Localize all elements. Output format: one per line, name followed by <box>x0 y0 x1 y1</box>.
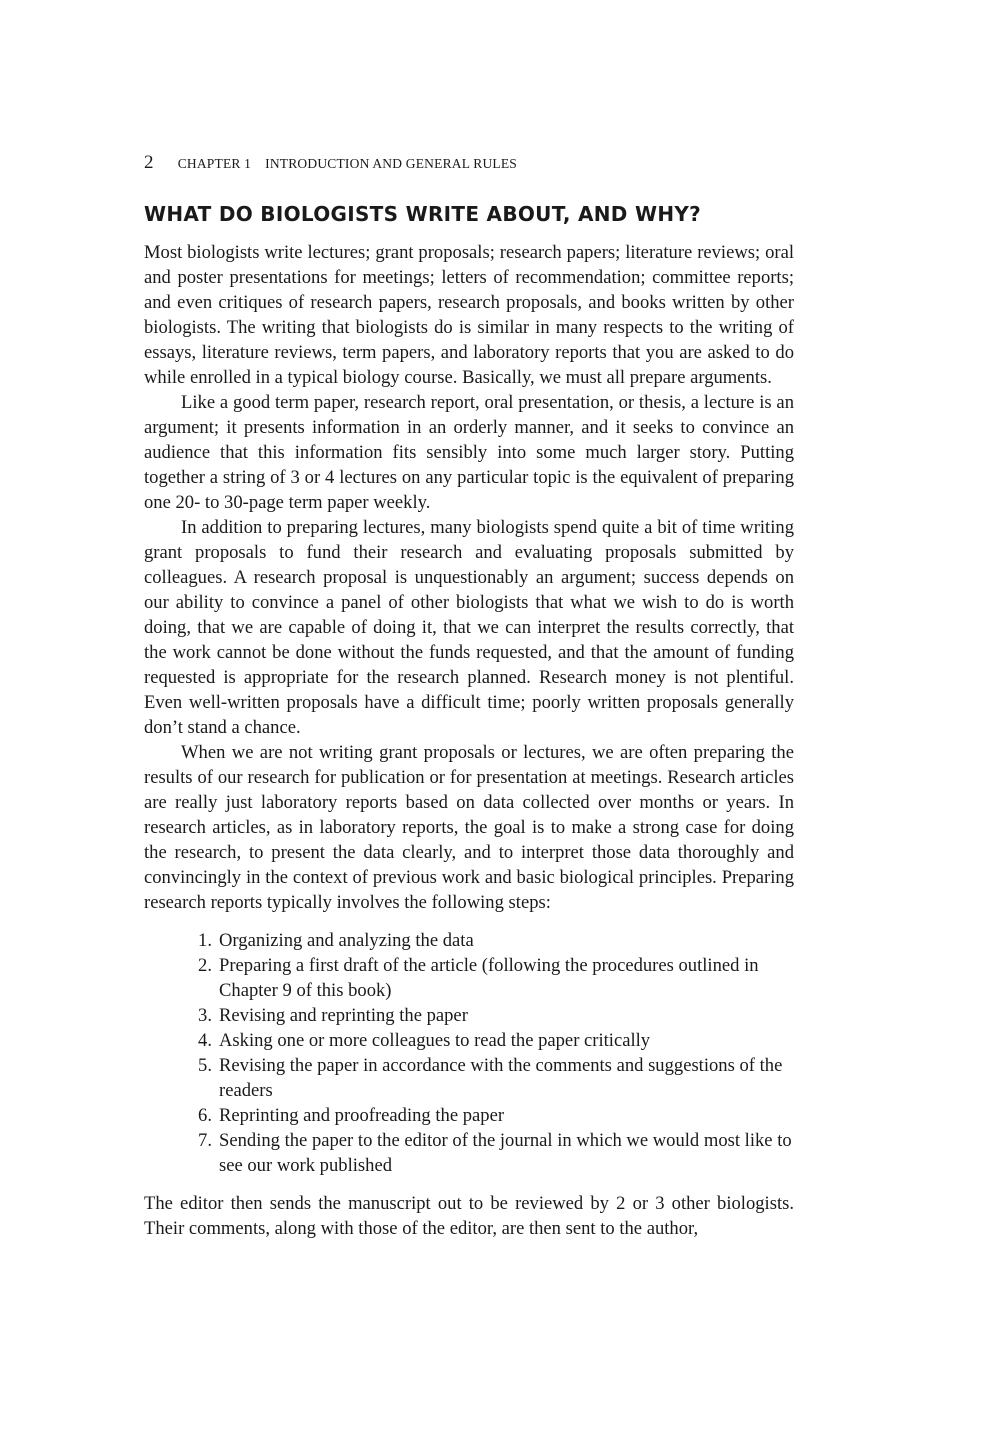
list-item <box>144 928 794 953</box>
chapter-label: CHAPTER 1 <box>177 156 252 171</box>
paragraph: When we are not writing grant proposals or lectures, we are often preparing the results of our research for publication or for presentation at meetings. Research articles are really just laboratory reports based on data collected over months or years. In research articles, as in laboratory reports, the goal is to make a strong case for doing the research, to present the data clearly, and to interpret those data thoroughly and convincingly in the context of previous work and basic biological principles. Preparing research reports typically involves the following steps: <box>144 742 794 913</box>
list-item-number: 1. <box>198 930 212 951</box>
list-item-number: 4. <box>198 1030 212 1051</box>
paragraph: In addition to preparing lectures, many biologists spend quite a bit of time writing grant proposals to fund their research and evaluating proposals submitted by colleagues. A research proposal is unquestionably an argument; success depends on our ability to convince a panel of other biologists that what we wish to do is worth doing, that we are capable of doing it, that we can interpret the results correctly, that the work cannot be done without the funds requested, and that the amount of funding requested is appropriate for the research planned. Research money is not plentiful. Even well-written proposals have a difficult time; poorly written proposals generally don’t stand a chance. <box>144 517 794 738</box>
list-item-text: Sending the paper to the editor of the journal in which we would most like to see our work published <box>219 1130 792 1176</box>
body-text <box>144 240 794 1241</box>
steps-list <box>144 928 794 1178</box>
paragraph: Like a good term paper, research report, oral presentation, or thesis, a lecture is an argument; it presents information in an orderly manner, and it seeks to convince an audience that this information fits sensibly into some much larger story. Putting together a string of 3 or 4 lectures on any particular topic is the equivalent of preparing one 20- to 30-page term paper weekly. <box>144 392 794 513</box>
list-item-text: Asking one or more colleagues to read the paper critically <box>219 1030 651 1051</box>
list-item-number: 7. <box>198 1130 212 1151</box>
list-item <box>144 953 794 1003</box>
list-item-text: Revising and reprinting the paper <box>219 1005 468 1026</box>
list-item-text: Preparing a first draft of the article (following the procedures outlined in Chapter 9 of this book) <box>219 955 759 1001</box>
running-head <box>144 152 517 174</box>
list-item-number: 2. <box>198 955 212 976</box>
list-item <box>144 1028 794 1053</box>
list-item <box>144 1003 794 1028</box>
list-item-number: 6. <box>198 1105 212 1126</box>
chapter-title: INTRODUCTION AND GENERAL RULES <box>265 156 518 171</box>
list-item-text: Organizing and analyzing the data <box>219 930 474 951</box>
list-item-text: Revising the paper in accordance with the comments and suggestions of the readers <box>219 1055 783 1101</box>
list-item <box>144 1128 794 1178</box>
list-item <box>144 1053 794 1103</box>
list-item <box>144 1103 794 1128</box>
closing-paragraph: The editor then sends the manuscript out to be reviewed by 2 or 3 other biologists. Their comments, along with those of the editor, are then sent to the author, <box>144 1193 794 1239</box>
list-item-number: 5. <box>198 1055 212 1076</box>
page-number: 2 <box>144 152 154 173</box>
list-item-text: Reprinting and proofreading the paper <box>219 1105 505 1126</box>
section-heading: WHAT DO BIOLOGISTS WRITE ABOUT, AND WHY? <box>144 202 702 226</box>
paragraph: Most biologists write lectures; grant proposals; research papers; literature reviews; oral and poster presentations for meetings; letters of recommendation; committee reports; and even critiques of research papers, research proposals, and books written by other biologists. The writing that biologists do is similar in many respects to the writing of essays, literature reviews, term papers, and laboratory reports that you are asked to do while enrolled in a typical biology course. Basically, we must all prepare arguments. <box>144 242 794 388</box>
list-item-number: 3. <box>198 1005 212 1026</box>
